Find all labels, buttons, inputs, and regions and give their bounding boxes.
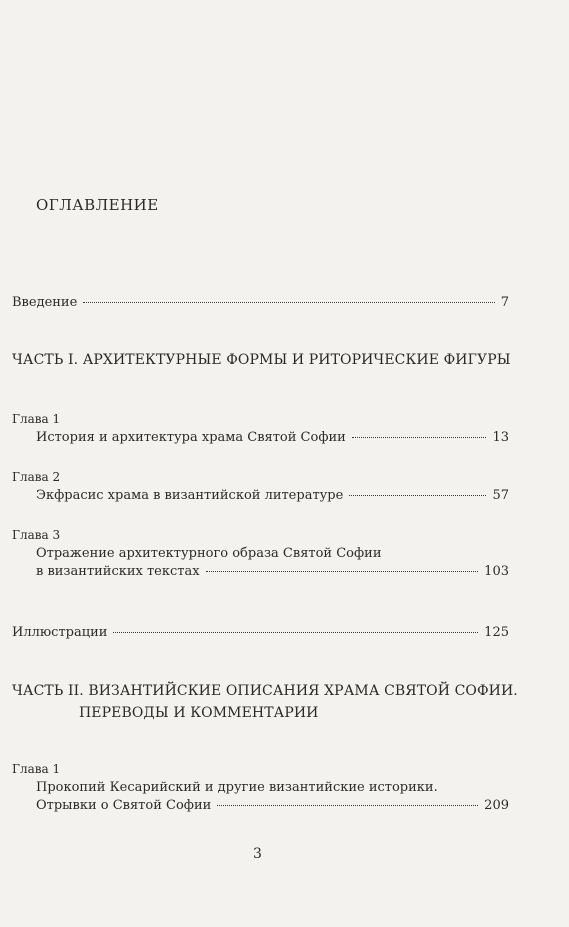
entry-title: в византийских текстах <box>36 564 200 579</box>
entry-page: 103 <box>484 564 509 579</box>
leader-dots <box>206 570 479 572</box>
entry-title-line: Отражение архитектурного образа Святой Софии <box>36 546 382 561</box>
leader-dots <box>83 301 494 303</box>
entry-title: Введение <box>12 295 78 310</box>
entry-title-line: Прокопий Кесарийский и другие византийские историки. <box>36 780 438 795</box>
toc-entry-p1-ch1[interactable] <box>36 430 509 445</box>
page-number: 3 <box>253 846 262 862</box>
show-through-text <box>340 88 343 127</box>
entry-title: Отрывки о Святой Софии <box>36 798 212 813</box>
chapter-label: Глава 1 <box>12 412 61 426</box>
entry-title: Экфрасис храма в византийской литературе <box>36 488 344 503</box>
part2-title <box>12 680 518 724</box>
entry-title: История и архитектура храма Святой Софии <box>36 430 346 445</box>
part2-title-line1: ЧАСТЬ II. ВИЗАНТИЙСКИЕ ОПИСАНИЯ ХРАМА СВЯТОЙ СОФИИ. <box>12 683 518 699</box>
entry-page: 7 <box>500 295 509 310</box>
chapter-label: Глава 3 <box>12 528 61 542</box>
leader-dots <box>349 494 486 496</box>
toc-entry-illustrations[interactable] <box>12 625 509 640</box>
entry-page: 209 <box>484 798 509 813</box>
part2-title-line2: ПЕРЕВОДЫ И КОММЕНТАРИИ <box>79 705 319 721</box>
entry-title: Иллюстрации <box>12 625 108 640</box>
toc-entry-p1-ch3[interactable] <box>36 546 509 579</box>
toc-entry-p1-ch2[interactable] <box>36 488 509 503</box>
chapter-label: Глава 2 <box>12 470 61 484</box>
toc-entry-p2-ch1[interactable] <box>36 780 509 813</box>
leader-dots <box>217 804 478 806</box>
entry-page: 125 <box>484 625 509 640</box>
toc-heading: ОГЛАВЛЕНИЕ <box>36 196 159 214</box>
entry-page: 57 <box>492 488 509 503</box>
leader-dots <box>352 436 487 438</box>
chapter-label: Глава 1 <box>12 762 61 776</box>
leader-dots <box>113 631 478 633</box>
toc-entry-intro[interactable] <box>12 295 509 310</box>
part1-title: ЧАСТЬ I. АРХИТЕКТУРНЫЕ ФОРМЫ И РИТОРИЧЕСКИЕ ФИГУРЫ <box>12 352 511 368</box>
entry-page: 13 <box>492 430 509 445</box>
